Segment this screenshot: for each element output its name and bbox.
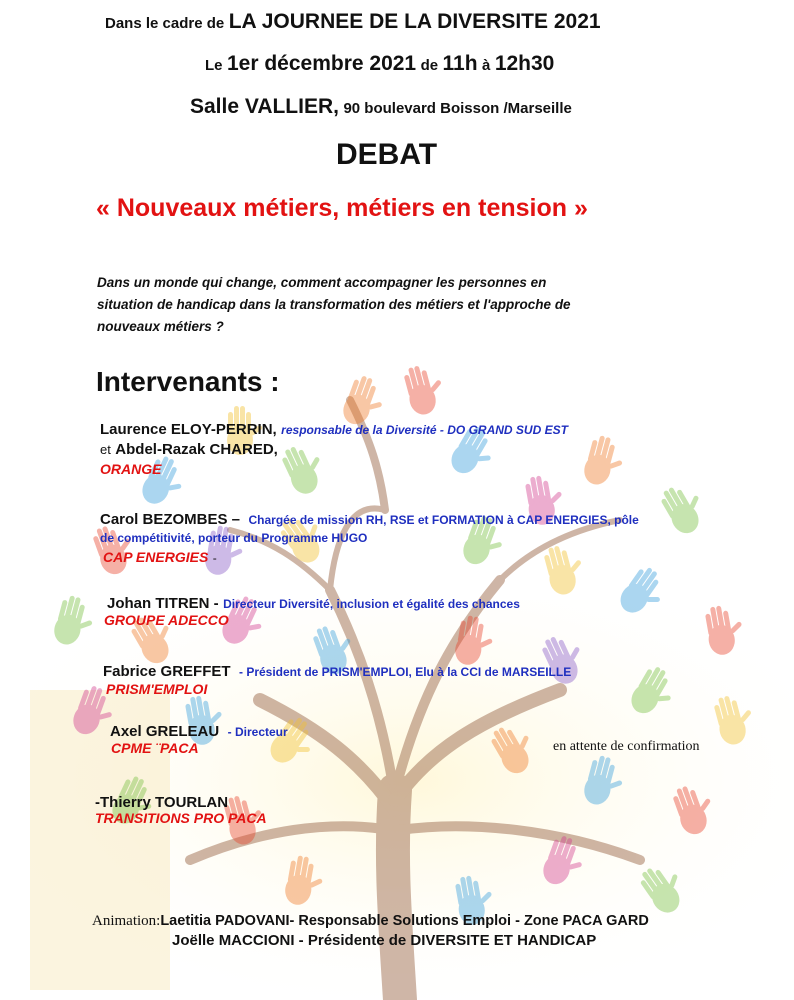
speaker-organization: PRISM'EMPLOI <box>106 681 208 697</box>
speaker-role: responsable de la Diversité - DO GRAND SUD EST <box>281 423 568 437</box>
speaker-entry <box>103 663 571 681</box>
speaker-entry <box>110 723 288 741</box>
speaker-name: Laurence ELOY-PERRIN, <box>100 421 277 438</box>
speaker-role: Directeur Diversité, inclusion et égalité des chances <box>223 597 520 611</box>
start-time: 11h <box>442 52 478 75</box>
event-date: 1er décembre 2021 <box>226 52 417 75</box>
speaker-organization: CAP ENERGIES <box>103 549 209 565</box>
intro-line: situation de handicap dans la transformation des métiers et l'approche de <box>97 297 571 312</box>
speaker-name: Carol BEZOMBES – <box>100 511 241 528</box>
co-moderator-name: Joëlle MACCIONI - Présidente de DIVERSITE ET HANDICAP <box>172 932 597 949</box>
speaker-entry <box>100 441 278 459</box>
speaker-name: Axel GRELEAU <box>110 723 220 740</box>
event-name: LA JOURNEE DE LA DIVERSITE 2021 <box>228 10 601 33</box>
speaker-conjunction: et <box>100 442 111 457</box>
intro-paragraph <box>97 272 571 338</box>
intro-line: nouveaux métiers ? <box>97 319 224 334</box>
speaker-name: -Thierry TOURLAN <box>95 794 229 811</box>
date-prefix: Le <box>205 57 223 74</box>
venue-line <box>190 95 572 119</box>
confirmation-note: en attente de confirmation <box>553 739 700 754</box>
speaker-name: Johan TITREN - <box>107 595 219 612</box>
animation-label: Animation: <box>92 913 161 929</box>
speaker-name: Fabrice GREFFET <box>103 663 231 680</box>
time-from-word: de <box>420 57 439 74</box>
speaker-entry <box>100 511 639 529</box>
speaker-organization: CPME ¨PACA <box>111 740 199 756</box>
speaker-entry <box>103 549 217 567</box>
moderator-name: Laetitia PADOVANI- Responsable Solutions Emploi - Zone PACA GARD <box>160 913 649 929</box>
speaker-organization: TRANSITIONS PRO PACA <box>95 810 267 826</box>
speaker-organization: ORANGE <box>100 461 162 477</box>
end-time: 12h30 <box>494 52 555 75</box>
page-title: DEBAT <box>336 138 438 171</box>
speaker-role: - Président de PRISM'EMPLOI, Elu à la CCI de MARSEILLE <box>238 665 572 679</box>
speakers-heading: Intervenants : <box>96 366 280 397</box>
speaker-role: - Directeur <box>227 725 288 739</box>
date-line <box>205 52 554 76</box>
event-prefix: Dans le cadre de <box>105 15 225 32</box>
venue-address: 90 boulevard Boisson /Marseille <box>343 100 572 117</box>
venue-room: Salle VALLIER, <box>190 95 339 118</box>
intro-line: Dans un monde qui change, comment accompagner les personnes en <box>97 275 547 290</box>
animation-line <box>92 912 649 930</box>
debate-subtitle: « Nouveaux métiers, métiers en tension » <box>96 194 588 222</box>
speaker-entry <box>100 421 568 439</box>
speaker-role: Chargée de mission RH, RSE et FORMATION à CAP ENERGIES, pôle <box>248 513 639 527</box>
speaker-role: de compétitivité, porteur du Programme HUGO <box>100 531 368 545</box>
speaker-name: Abdel-Razak CHARED, <box>115 441 278 458</box>
speaker-organization: GROUPE ADECCO <box>104 612 229 628</box>
time-to-word: à <box>482 57 491 74</box>
separator-dash: - <box>212 551 217 565</box>
speaker-entry <box>107 595 520 613</box>
event-line <box>105 10 601 34</box>
